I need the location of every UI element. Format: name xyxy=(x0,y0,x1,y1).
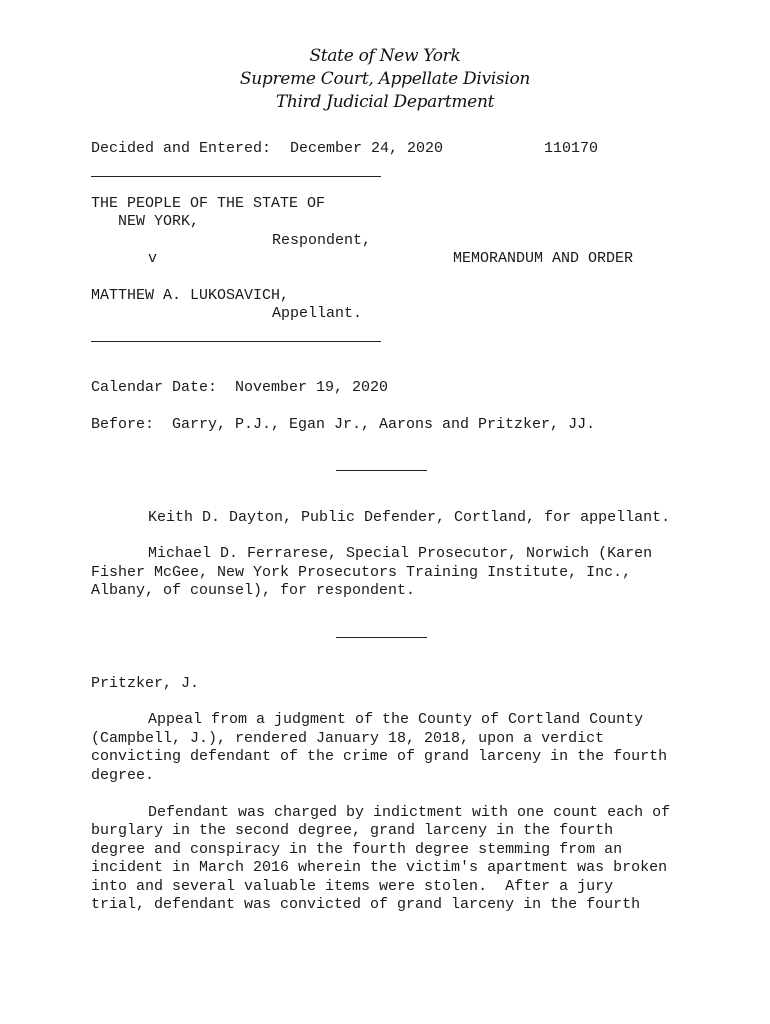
document-type: MEMORANDUM AND ORDER xyxy=(453,250,634,267)
plaintiff-name-line1: THE PEOPLE OF THE STATE OF xyxy=(91,195,326,212)
calendar-date: November 19, 2020 xyxy=(235,379,389,396)
decided-label: Decided and Entered: xyxy=(91,140,272,157)
respondent-counsel-line1: Michael D. Ferrarese, Special Prosecutor, Norwich (Karen xyxy=(148,545,653,562)
paragraph-line: Defendant was charged by indictment with one count each of xyxy=(148,804,671,821)
paragraph-line: Appeal from a judgment of the County of Cortland County xyxy=(148,711,644,728)
calendar-date-label: Calendar Date: xyxy=(91,379,218,396)
paragraph-line: into and several valuable items were stolen. After a jury xyxy=(91,878,614,895)
court-state: State of New York xyxy=(309,46,461,66)
plaintiff-role: Respondent, xyxy=(272,232,372,249)
docket-number: 110170 xyxy=(544,140,599,157)
paragraph-line: trial, defendant was convicted of grand larceny in the fourth xyxy=(91,896,641,913)
defendant-name: MATTHEW A. LUKOSAVICH, xyxy=(91,287,290,304)
judges-panel: Garry, P.J., Egan Jr., Aarons and Pritzker, JJ. xyxy=(172,416,596,433)
respondent-counsel-line2: Fisher McGee, New York Prosecutors Training Institute, Inc., xyxy=(91,564,632,581)
paragraph-line: incident in March 2016 wherein the victim's apartment was broken xyxy=(91,859,668,876)
section-divider xyxy=(336,470,427,471)
versus: v xyxy=(148,250,158,267)
decided-date: December 24, 2020 xyxy=(290,140,444,157)
opinion-author: Pritzker, J. xyxy=(91,675,200,692)
paragraph-line: (Campbell, J.), rendered January 18, 2018, upon a verdict xyxy=(91,730,605,747)
paragraph-line: burglary in the second degree, grand larceny in the fourth xyxy=(91,822,614,839)
paragraph-line: convicting defendant of the crime of grand larceny in the fourth xyxy=(91,748,668,765)
court-name: Supreme Court, Appellate Division xyxy=(239,69,531,89)
caption-top-rule xyxy=(91,176,381,177)
court-department: Third Judicial Department xyxy=(275,92,495,112)
before-label: Before: xyxy=(91,416,155,433)
court-header xyxy=(0,45,770,114)
paragraph-line: degree and conspiracy in the fourth degree stemming from an xyxy=(91,841,623,858)
defendant-role: Appellant. xyxy=(272,305,363,322)
appellant-counsel: Keith D. Dayton, Public Defender, Cortland, for appellant. xyxy=(148,509,671,526)
caption-bottom-rule xyxy=(91,341,381,342)
section-divider xyxy=(336,637,427,638)
respondent-counsel-line3: Albany, of counsel), for respondent. xyxy=(91,582,416,599)
paragraph-line: degree. xyxy=(91,767,155,784)
plaintiff-name-line2: NEW YORK, xyxy=(118,213,200,230)
